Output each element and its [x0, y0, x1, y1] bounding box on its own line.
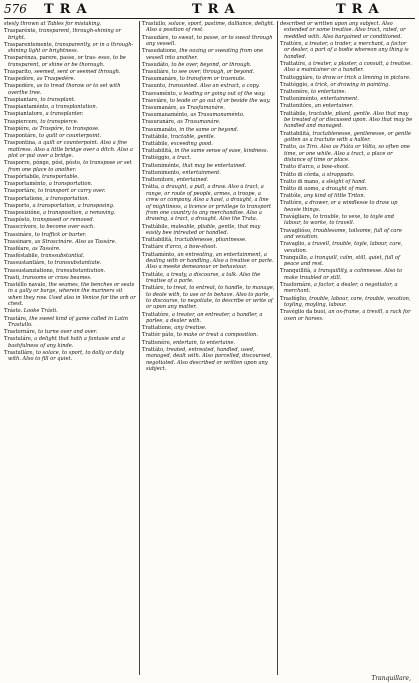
- entry-headword: Trasportatione,: [4, 195, 44, 202]
- entry-definition: transparent, through-shining or bright.: [8, 28, 122, 41]
- entry-headword: Trasféglio,: [280, 295, 308, 302]
- dictionary-entry: [142, 119, 275, 125]
- entry-headword: Traspiantare,: [4, 97, 39, 104]
- dictionary-entry: [4, 181, 137, 187]
- dictionary-entry: [280, 21, 413, 40]
- dictionary-entry: [280, 89, 413, 95]
- entry-definition: a transplanter.: [45, 111, 84, 118]
- dictionary-entry: [142, 69, 275, 75]
- entry-headword: Trátto di córda,: [280, 171, 321, 178]
- entry-headword: Travágliare,: [280, 213, 312, 220]
- entry-headword: Trattaménto,: [142, 251, 176, 258]
- entry-headword: Trassustantiáre,: [4, 260, 47, 267]
- dictionary-entry: [142, 155, 275, 161]
- entry-definition: exceeding good.: [170, 141, 213, 148]
- entry-headword: Trattatíre,: [280, 61, 307, 68]
- entry-definition: a treater, a trader, a merchant, a factor or dealer, a part of a bodie whereon any thing is handled.: [284, 41, 409, 60]
- entry-headword: Tranquillità,: [280, 268, 312, 275]
- entry-headword: Trattatóre,: [142, 311, 171, 318]
- column-middle: [139, 21, 277, 675]
- entry-definition: transparently, or in a through-shining light or brightness.: [8, 41, 134, 55]
- entry-definition: to turne over and over.: [38, 329, 98, 336]
- entry-headword: Trattabilità,: [280, 130, 311, 137]
- dictionary-entry: [142, 347, 275, 373]
- entry-definition: transoms or cross beames.: [22, 274, 92, 281]
- dictionary-entry: [280, 172, 413, 178]
- entry-headword: Trastuláre,: [4, 336, 33, 343]
- dictionary-entry: [4, 104, 137, 110]
- entry-definition: any kind of little Triton.: [303, 193, 366, 200]
- entry-definition: maleable, pliable, gentle, that may easily bee intreated or handled.: [146, 223, 261, 236]
- entry-definition: a leading or going out of the way.: [178, 90, 266, 97]
- entry-headword: Trattéggio,: [142, 155, 171, 162]
- entry-headword: Traspiantaménto,: [4, 104, 50, 111]
- dictionary-entry: [4, 21, 137, 27]
- dictionary-entry: [4, 188, 137, 194]
- header-rule: [4, 18, 415, 19]
- dictionary-entry: [4, 336, 137, 349]
- entry-headword: Trattatíone,: [142, 325, 173, 332]
- column-right: [277, 21, 415, 675]
- entry-definition: to draw or trick a limning in picture.: [315, 74, 411, 81]
- entry-definition: that may be entertained.: [182, 162, 247, 169]
- entry-headword: Trattenére,: [280, 89, 310, 96]
- entry-headword: Trasuranáre,: [142, 119, 176, 126]
- dictionary-entry: [280, 131, 413, 144]
- entry-headword: Trasportáre,: [4, 188, 37, 195]
- entry-headword: Trattáte,: [142, 271, 165, 278]
- entry-headword: Trasféare,: [4, 245, 31, 252]
- entry-definition: entertainment.: [182, 169, 221, 176]
- dictionary-entry: [280, 228, 413, 241]
- entry-definition: a tract.: [172, 155, 192, 162]
- dictionary-entry: [4, 308, 137, 314]
- dictionary-entry: [142, 177, 275, 183]
- entry-definition: entertainment.: [320, 96, 359, 103]
- dictionary-entry: [280, 241, 413, 254]
- dictionary-entry: [142, 244, 275, 250]
- dictionary-entry: [280, 193, 413, 199]
- entry-definition: a transportation.: [48, 181, 93, 188]
- dictionary-entry: [280, 179, 413, 185]
- entry-definition: a treaty, a discourse, a talk. Also the treatise of a parle.: [146, 271, 261, 284]
- entry-headword: Trastornáre,: [4, 329, 37, 336]
- entry-headword: Trattábile,: [142, 223, 170, 230]
- entry-headword: Travaglio,: [280, 241, 306, 248]
- dictionary-entry: [280, 103, 413, 109]
- dictionary-entry: [142, 170, 275, 176]
- entry-definition: a draught of man.: [321, 185, 368, 192]
- entry-headword: Traspórtabile,: [4, 173, 41, 180]
- dictionary-entry: [280, 214, 413, 227]
- entry-definition: a transportation, a transposing.: [32, 202, 115, 209]
- entry-definition: tractablenesse, pliantnesse.: [174, 237, 247, 244]
- entry-definition: as Trasumanáre.: [177, 119, 221, 126]
- dictionary-entry: [142, 105, 275, 111]
- entry-definition: d'arco, a bow-shoot.: [165, 244, 218, 251]
- dictionary-entry: [142, 62, 275, 68]
- entry-definition: to traffick or barter.: [34, 231, 87, 238]
- entry-headword: Trátto di uomo,: [280, 185, 321, 192]
- dictionary-entry: [142, 98, 275, 104]
- catchword: Tranquillare,: [371, 675, 411, 682]
- entry-definition: to transform or trasmute.: [179, 76, 246, 83]
- entry-definition: to make or treat a composition.: [176, 332, 258, 339]
- entry-definition: tractablenesse, gentlenesse, or gentle gotten as a tractute with a halter.: [284, 130, 412, 144]
- entry-headword: Trasudatione,: [142, 48, 178, 55]
- dictionary-entry: [4, 275, 137, 281]
- dictionary-entry: [280, 164, 413, 170]
- entry-definition: to entertaine.: [310, 89, 347, 96]
- entry-definition: tractable, gentle.: [170, 133, 216, 140]
- entry-headword: Trattábile,: [142, 141, 170, 148]
- entry-definition: a transposition, a removing.: [42, 209, 116, 216]
- entry-definition: to be over, beyond, or through.: [171, 61, 252, 68]
- dictionary-entry: [142, 184, 275, 222]
- dictionary-entry: [280, 82, 413, 88]
- entry-definition: as Trasumanaménto.: [190, 112, 245, 119]
- entry-headword: Tratto d'arco,: [280, 164, 316, 171]
- entry-definition: a sleight of hand.: [321, 178, 367, 185]
- entry-headword: Trattabilità,: [142, 237, 173, 244]
- entry-headword: Trasportaménto,: [4, 181, 48, 188]
- dictionary-entry: [4, 210, 137, 216]
- entry-definition: to transpierce.: [40, 118, 79, 125]
- dictionary-entry: [142, 91, 275, 97]
- running-headword-center: TRA: [192, 2, 241, 17]
- entry-headword: Trattér páto,: [142, 332, 176, 339]
- entry-definition: in the same or beyond.: [179, 126, 239, 133]
- dictionary-entry: [142, 252, 275, 271]
- entry-headword: Trasudáre,: [142, 34, 171, 41]
- entry-definition: an ox-frame, a trevill, a rack for oxen or horses.: [284, 309, 411, 322]
- dictionary-entry: [142, 340, 275, 346]
- dictionary-entry: [142, 112, 275, 118]
- dictionary-entry: [4, 76, 137, 82]
- dictionary-entry: [280, 200, 413, 213]
- dictionary-entry: [280, 144, 413, 163]
- dictionary-entry: [4, 133, 137, 139]
- entry-headword: Trasposizióne,: [4, 209, 42, 216]
- entry-definition: as Strascináre. Also as Tassáre.: [34, 238, 117, 245]
- entry-definition: a bow-shoot.: [316, 164, 350, 171]
- entry-definition: as Traspedére.: [36, 76, 76, 83]
- entry-definition: to transsubstantiate.: [47, 260, 102, 267]
- entry-headword: Trattenitore,: [142, 177, 176, 184]
- entry-headword: Traspiantatore,: [4, 111, 44, 118]
- dictionary-entry: [142, 163, 275, 169]
- entry-headword: Trassustanziatione,: [4, 267, 55, 274]
- column-left: [4, 21, 139, 675]
- entry-headword: Trattáre: [142, 244, 164, 251]
- entry-headword: Trasumanáre,: [142, 105, 179, 112]
- entry-definition: a tranquillity, a calmnesse. Also to make troubled or still.: [284, 268, 403, 281]
- entry-definition: esso, to be transparent, or shine or be thorough.: [8, 55, 126, 68]
- entry-definition: in the same sense of ease, kindness.: [174, 148, 269, 155]
- entry-headword: Traspósto,: [4, 217, 32, 224]
- dictionary-entry: [4, 316, 137, 329]
- entry-headword: Traspedére,: [4, 83, 36, 90]
- entry-headword: Trassinare,: [4, 238, 34, 245]
- dictionary-entry: [4, 119, 137, 125]
- dictionary-entry: [4, 224, 137, 230]
- entry-headword: Traspiére,: [4, 125, 31, 132]
- entry-headword: Trasunto,: [142, 83, 167, 90]
- entry-definition: to become over each.: [39, 224, 95, 231]
- entry-definition: to solace, to sport, to dally or daly with. Also to fill or quiet.: [8, 349, 125, 363]
- dictionary-entry: [4, 140, 137, 159]
- entry-definition: as Tassáre.: [32, 245, 61, 252]
- entry-headword: Tratteggiáre,: [280, 74, 315, 81]
- dictionary-entry: [4, 126, 137, 132]
- entry-headword: Trasvaménto,: [142, 90, 178, 97]
- entry-definition: a draught, a pull, a draw. Also a tract, a range, or route of people, armes, a troope, a crew or company. Also a hawl, a draught, a line of mightiness, a licence or privilege to transport from one country to any merchandise. Also a drawing, a tract, a draught. Also the Trata.: [146, 184, 272, 223]
- entry-headword: Trasumanaménto,: [142, 112, 189, 119]
- entry-definition: solace, sport, pastime, dalliance, delight. Also a position of rest.: [146, 21, 275, 34]
- entry-definition: as to tread thorow or to set with overthe tree.: [8, 83, 121, 96]
- entry-definition: to treat, to entreat, to handle, to manage, to deale with, to use or to behave. Also to parle, to discourse, to negotiate, to describe or write of or upon any matter.: [146, 285, 275, 311]
- dictionary-entry: [4, 350, 137, 363]
- entry-definition: as Trasfumanáre.: [179, 105, 225, 112]
- entry-headword: Trattóre,: [280, 200, 304, 207]
- entry-headword: Travéglio da buoi,: [280, 309, 327, 316]
- entry-headword: Trasféstabile,: [4, 253, 40, 260]
- dictionary-entry: [142, 148, 275, 154]
- dictionary-entry: [4, 246, 137, 252]
- entry-definition: entertained.: [176, 177, 209, 184]
- dictionary-entry: [280, 96, 413, 102]
- dictionary-entry: [142, 76, 275, 82]
- entry-headword: Trattóle,: [280, 193, 303, 200]
- dictionary-entry: [142, 141, 275, 147]
- entry-headword: Trassináre,: [4, 231, 34, 238]
- dictionary-entry: [142, 48, 275, 61]
- dictionary-entry: [280, 255, 413, 268]
- dictionary-entry: [4, 268, 137, 274]
- dictionary-entry: [142, 35, 275, 48]
- entry-definition: to quilt or counterpoint.: [38, 133, 102, 140]
- entry-headword: Trastúllo,: [142, 21, 167, 27]
- dictionary-entry: [4, 253, 137, 259]
- entry-headword: Traspontáre,: [4, 133, 38, 140]
- entry-definition: trouble, labour, care, trouble, vexation, toyling, moyling, labour.: [284, 295, 411, 308]
- entry-definition: entertain, to entertaine.: [172, 339, 236, 346]
- dictionary-entry: [142, 285, 275, 311]
- entry-definition: a strappado.: [322, 171, 355, 178]
- entry-definition: a factor, a dealer, a negotiator, a merchant.: [284, 281, 398, 295]
- dictionary-entry: [280, 309, 413, 322]
- page-header: [4, 2, 415, 18]
- dictionary-entry: [4, 42, 137, 55]
- entry-headword: Trasuliáre,: [142, 69, 171, 76]
- entry-headword: Tratteniménte,: [142, 162, 181, 169]
- entry-headword: Trásto.: [4, 308, 23, 315]
- entry-headword: Trattábile,: [142, 133, 170, 140]
- entry-definition: troublesome, toilsome, full of care and vexation.: [284, 227, 402, 240]
- dictionary-entry: [280, 268, 413, 281]
- entry-headword: Trasti,: [4, 274, 21, 281]
- dictionary-entry: [280, 296, 413, 309]
- entry-headword: Trasparito,: [4, 69, 33, 76]
- dictionary-entry: [142, 83, 275, 89]
- entry-definition: transunted. Also an extract, a copy.: [168, 83, 260, 90]
- entry-headword: Trattéggio,: [280, 81, 309, 88]
- dictionary-entry: [4, 69, 137, 75]
- dictionary-entry: [4, 28, 137, 41]
- dictionary-entry: [4, 97, 137, 103]
- entry-headword: Trasumanáre,: [142, 76, 179, 83]
- entry-headword: Trasfornáre,: [280, 281, 313, 288]
- entry-headword: Trasporre, pónge, pósi, pósto,: [4, 160, 82, 167]
- dictionary-entry: [142, 272, 275, 285]
- entry-definition: transsubstantial.: [40, 253, 85, 260]
- entry-headword: Trattenére,: [142, 339, 172, 346]
- dictionary-entry: [4, 55, 137, 68]
- dictionary-entry: [4, 260, 137, 266]
- entry-headword: Trattáto,: [142, 346, 165, 353]
- entry-headword: Tranquíllo,: [280, 254, 309, 261]
- entry-definition: to transpose or set from one place to another.: [8, 160, 132, 173]
- running-headword-right: TRA: [336, 2, 385, 17]
- entry-headword: Trasviáre,: [142, 97, 169, 104]
- entry-headword: Trasporto,: [4, 202, 31, 209]
- entry-headword: Trasscrívere,: [4, 224, 38, 231]
- dictionary-entry: [4, 111, 137, 117]
- entry-definition: a transportation.: [45, 195, 90, 202]
- entry-definition: transposed or removed.: [32, 217, 95, 224]
- dictionary-entry: [4, 239, 137, 245]
- columns: [4, 21, 415, 675]
- entry-headword: Trasparénza, parere, passe, or tras-: [4, 55, 97, 62]
- dictionary-entry: [4, 160, 137, 173]
- entry-definition: treated, entreated, handled, used, managed, dealt with. Also parcelled, discoursed, negotiated. Also described or written upon any subject.: [146, 346, 272, 373]
- entry-definition: as Traspóre, to transpose.: [32, 125, 100, 132]
- entry-definition: the seames, the benches or seats in a gally or barge, wherein the mariners sit when they row. Used also in Venice for the orb or chest.: [8, 281, 136, 308]
- running-headword-left: TRA: [44, 2, 93, 17]
- entry-headword: Trastulláre,: [4, 349, 35, 356]
- page-number: 576: [4, 2, 27, 16]
- entry-headword: Trasudáto,: [142, 61, 170, 68]
- dictionary-entry: [142, 237, 275, 243]
- entry-definition: a treater, a plaster, a consult, a treatise. Also a maintainer or a handler.: [284, 61, 412, 74]
- entry-definition: to trouble, to vexe, to toyle and labour, to worke, to travell.: [284, 213, 395, 227]
- dictionary-entry: [280, 111, 413, 130]
- dictionary-entry: [142, 325, 275, 331]
- entry-headword: Trastéllo navale,: [4, 281, 47, 288]
- entry-definition: tractable, pliant, gentle. Also that may be treated of or discussed upon. Also that may be handled and managed.: [284, 110, 413, 130]
- entry-headword: Trátta,: [142, 184, 160, 191]
- entry-headword: Tratto,: [280, 144, 298, 151]
- entry-headword: Traspontina,: [4, 140, 37, 147]
- entry-definition: stesly thrown at Tables for mistaking.: [4, 21, 102, 27]
- entry-headword: Trattáre,: [142, 285, 166, 292]
- entry-definition: a trick, or drawing in painting.: [310, 81, 390, 88]
- dictionary-entry: [280, 282, 413, 295]
- dictionary-entry: [142, 224, 275, 237]
- dictionary-entry: [4, 174, 137, 180]
- dictionary-entry: [280, 61, 413, 74]
- entry-headword: Trattábile,: [280, 110, 308, 117]
- dictionary-entry: [4, 203, 137, 209]
- dictionary-entry: [4, 282, 137, 308]
- entry-definition: to leade or go out of or beside the way.: [169, 97, 271, 104]
- entry-headword: Trattabilità,: [142, 148, 173, 155]
- dictionary-entry: [142, 332, 275, 338]
- entry-headword: Trasumanáto,: [142, 126, 178, 133]
- entry-definition: transubstantiation.: [56, 267, 106, 274]
- entry-definition: as Tiro. Also as Fiáta or Vólta, so often one time, or one while. Also a tract, a place or distance of time or place.: [284, 144, 410, 164]
- entry-definition: an entertainer.: [314, 103, 353, 110]
- entry-headword: Tratto di mano,: [280, 178, 320, 185]
- entry-definition: an entreating, an entertainment, a dealing with or handling. Also a treatise or parle. Also a meeke demeanour or behaviour.: [146, 251, 274, 271]
- entry-definition: a quilt or counterpoint. Also a fine mattress. Also a little bridge over a ditch. Also a plot or put over a bridge.: [8, 140, 133, 160]
- dictionary-entry: [280, 186, 413, 192]
- entry-headword: Trasparentemente,: [4, 41, 54, 48]
- entry-definition: a transplantation.: [51, 104, 98, 111]
- entry-headword: Trattóre,: [280, 41, 304, 48]
- dictionary-entry: [4, 329, 137, 335]
- dictionary-entry: [142, 312, 275, 325]
- entry-definition: transportable.: [42, 173, 79, 180]
- entry-definition: a tranquill, calm, still, quiet, full of peace and rest.: [284, 254, 400, 268]
- entry-definition: to sweat, to passe, or to sweat through any vessell.: [146, 34, 273, 48]
- entry-definition: a drawer, or a windlesse to draw up heavie things.: [284, 200, 398, 213]
- entry-headword: Trattenitóre,: [280, 103, 314, 110]
- entry-definition: to transport or carry over.: [38, 188, 106, 195]
- dictionary-entry: [142, 134, 275, 140]
- entry-headword: Trasparénte,: [4, 28, 38, 35]
- entry-headword: Trattenimento,: [142, 169, 181, 176]
- entry-headword: Travaglióso,: [280, 227, 312, 234]
- entry-definition: the oozing or sweating from one vessell into another.: [146, 48, 264, 61]
- dictionary-entry: [142, 127, 275, 133]
- entry-definition: described or written upon any subject. Also extended or some treatise. Also tract, rated, or meddled with. Also bargained or conditioned.: [280, 21, 406, 40]
- entry-headword: Trastáre,: [4, 315, 28, 322]
- entry-definition: any treatise.: [174, 325, 207, 332]
- dictionary-entry: [142, 21, 275, 34]
- entry-definition: a delight that hath a fantasie and a bashfulness of any kinde.: [8, 336, 125, 349]
- entry-headword: Traspedóre,: [4, 76, 36, 83]
- dictionary-entry: [4, 83, 137, 96]
- entry-headword: Tratteniménto,: [280, 96, 319, 103]
- entry-definition: a travell, trouble, toyle, labour, care, vexation.: [284, 241, 403, 254]
- dictionary-entry: [280, 41, 413, 60]
- entry-definition: a treater, an entreater, a handler, a parlee, a dealer with.: [146, 311, 263, 324]
- dictionary-entry: [4, 232, 137, 238]
- dictionary-entry: [4, 217, 137, 223]
- entry-definition: seemed, sent or seemed through.: [34, 69, 121, 76]
- entry-definition: the sweet kind of game called in Latin Trastullo.: [8, 315, 129, 328]
- entry-definition: Looke Trásti.: [23, 308, 58, 315]
- dictionary-entry: [4, 196, 137, 202]
- entry-definition: to transplant.: [40, 97, 76, 104]
- entry-definition: to see over, through, or beyond.: [171, 69, 255, 76]
- dictionary-entry: [280, 75, 413, 81]
- entry-headword: Traspiercere,: [4, 118, 39, 125]
